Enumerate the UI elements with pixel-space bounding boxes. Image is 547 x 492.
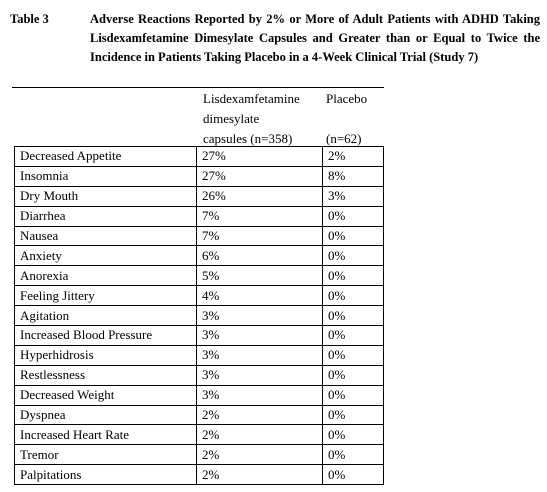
drug-incidence-cell: 2% — [197, 465, 323, 485]
placebo-incidence-cell: 0% — [323, 266, 384, 286]
reaction-cell: Anxiety — [15, 246, 197, 266]
reaction-cell: Tremor — [15, 445, 197, 465]
table-title: Adverse Reactions Reported by 2% or More of Adult Patients with ADHD Taking Lisdexamfetamine Dimesylate Capsules and Greater than or Equal to Twice the Incidence in Patients Taking Placebo in a 4-Week Clinical Trial (Study 7) — [90, 12, 540, 64]
drug-incidence-cell: 4% — [197, 286, 323, 306]
reaction-cell: Feeling Jittery — [15, 286, 197, 306]
reaction-cell: Increased Blood Pressure — [15, 326, 197, 346]
reaction-cell: Palpitations — [15, 465, 197, 485]
reaction-cell: Hyperhidrosis — [15, 345, 197, 365]
placebo-incidence-cell: 0% — [323, 286, 384, 306]
placebo-incidence-cell: 0% — [323, 425, 384, 445]
column-header-line: (n=62) — [326, 131, 362, 146]
column-header-line: Lisdexamfetamine — [203, 91, 300, 106]
reaction-cell: Dry Mouth — [15, 186, 197, 206]
table-row — [15, 405, 384, 425]
drug-incidence-cell: 26% — [197, 186, 323, 206]
placebo-incidence-cell: 0% — [323, 465, 384, 485]
table-row — [15, 147, 384, 167]
table-row — [15, 326, 384, 346]
table-row — [15, 166, 384, 186]
drug-incidence-cell: 5% — [197, 266, 323, 286]
reaction-cell: Decreased Appetite — [15, 147, 197, 167]
drug-incidence-cell: 7% — [197, 206, 323, 226]
reaction-cell: Dyspnea — [15, 405, 197, 425]
reaction-cell: Nausea — [15, 226, 197, 246]
reaction-cell: Anorexia — [15, 266, 197, 286]
placebo-incidence-cell: 0% — [323, 345, 384, 365]
placebo-incidence-cell: 0% — [323, 445, 384, 465]
adverse-reactions-table — [14, 146, 384, 485]
table-row — [15, 385, 384, 405]
drug-incidence-cell: 27% — [197, 147, 323, 167]
table-row — [15, 445, 384, 465]
column-header-line: dimesylate — [203, 111, 260, 126]
placebo-incidence-cell: 3% — [323, 186, 384, 206]
placebo-incidence-cell: 0% — [323, 246, 384, 266]
table-row — [15, 345, 384, 365]
drug-incidence-cell: 3% — [197, 385, 323, 405]
reaction-cell: Agitation — [15, 306, 197, 326]
placebo-incidence-cell: 0% — [323, 226, 384, 246]
drug-incidence-cell: 3% — [197, 345, 323, 365]
table-row — [15, 425, 384, 445]
table-row — [15, 266, 384, 286]
table-row — [15, 206, 384, 226]
table-row — [15, 226, 384, 246]
table-row — [15, 246, 384, 266]
placebo-incidence-cell: 0% — [323, 306, 384, 326]
reaction-cell: Increased Heart Rate — [15, 425, 197, 445]
drug-incidence-cell: 2% — [197, 445, 323, 465]
drug-incidence-cell: 3% — [197, 306, 323, 326]
placebo-incidence-cell: 8% — [323, 166, 384, 186]
table-label: Table 3 — [10, 12, 49, 26]
drug-incidence-cell: 6% — [197, 246, 323, 266]
column-header-drug — [203, 89, 321, 149]
reaction-cell: Diarrhea — [15, 206, 197, 226]
drug-incidence-cell: 27% — [197, 166, 323, 186]
column-header-line: Placebo — [326, 91, 368, 106]
table-row — [15, 186, 384, 206]
table-row — [15, 306, 384, 326]
placebo-incidence-cell: 0% — [323, 326, 384, 346]
drug-incidence-cell: 3% — [197, 326, 323, 346]
column-header-placebo — [326, 89, 386, 149]
table-row — [15, 286, 384, 306]
placebo-incidence-cell: 0% — [323, 385, 384, 405]
placebo-incidence-cell: 0% — [323, 365, 384, 385]
reaction-cell: Restlessness — [15, 365, 197, 385]
table-body — [15, 147, 384, 485]
placebo-incidence-cell: 0% — [323, 405, 384, 425]
placebo-incidence-cell: 2% — [323, 147, 384, 167]
column-header-line: capsules (n=358) — [203, 131, 293, 146]
reaction-cell: Decreased Weight — [15, 385, 197, 405]
drug-incidence-cell: 3% — [197, 365, 323, 385]
placebo-incidence-cell: 0% — [323, 206, 384, 226]
table-row — [15, 365, 384, 385]
drug-incidence-cell: 2% — [197, 425, 323, 445]
column-header-line — [326, 109, 386, 129]
table-row — [15, 465, 384, 485]
drug-incidence-cell: 7% — [197, 226, 323, 246]
header-rule — [12, 87, 384, 88]
reaction-cell: Insomnia — [15, 166, 197, 186]
drug-incidence-cell: 2% — [197, 405, 323, 425]
